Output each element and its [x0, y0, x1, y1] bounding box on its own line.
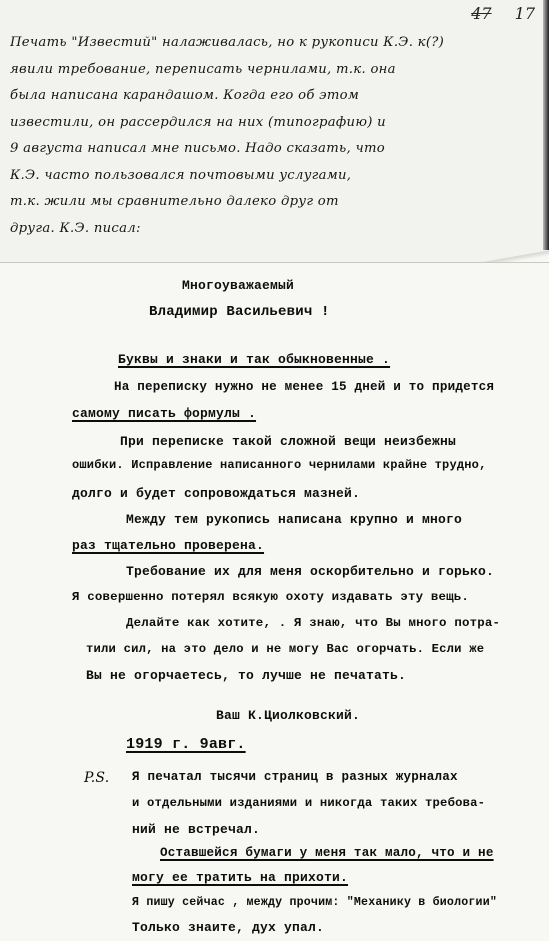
letter-line: На переписку нужно не менее 15 дней и то придется [114, 380, 495, 394]
letter-line: самому писать формулы . [72, 406, 257, 421]
letter-addressee: Владимир Васильевич ! [149, 304, 330, 320]
handwritten-line: явили требование, переписать чернилами, т.к. она [10, 61, 396, 77]
postscript-line: Я пишу сейчас , между прочим: "Механику в биологии" [132, 896, 498, 909]
postscript-line: и отдельными изданиями и никогда таких требова- [132, 796, 486, 810]
letter-line: ошибки. Исправление написанного чернилами крайне трудно, [72, 458, 487, 472]
postscript-line: могу ее тратить на прихоти. [132, 870, 349, 885]
archive-number-crossed: 47 [471, 4, 492, 23]
handwritten-line: известили, он рассердился на них (типографию) и [10, 114, 386, 130]
letter-line: Я совершенно потерял всякую охоту издавать эту вещь. [72, 590, 470, 604]
letter-line: тили сил, на это дело и не могу Вас огорчать. Если же [86, 642, 485, 656]
letter-line: При переписке такой сложной вещи неизбежны [120, 434, 457, 449]
letter-line: раз тщательно проверена. [72, 538, 265, 553]
postscript-line: Оставшейся бумаги у меня так мало, что и не [160, 846, 494, 860]
handwritten-note [10, 30, 530, 242]
letter-line: долго и будет сопровождаться мазней. [72, 486, 361, 501]
handwritten-line: Печать "Известий" налаживалась, но к рукописи К.Э. к(?) [10, 35, 445, 50]
letter-line: Делайте как хотите, . Я знаю, что Вы много потра- [126, 616, 501, 630]
letter-salutation: Многоуважаемый [182, 278, 295, 293]
handwritten-line: друга. К.Э. писал: [10, 220, 141, 236]
handwritten-line: т.к. жили мы сравнительно далеко друг от [10, 194, 339, 209]
letter-line: Вы не огорчаетесь, то лучше не печатать. [86, 668, 407, 683]
letter-line: Требование их для меня оскорбительно и горько. [126, 564, 495, 579]
handwritten-line: была написана карандашом. Когда его об этом [10, 88, 360, 103]
handwritten-line: К.Э. часто пользовался почтовыми услугами, [10, 167, 352, 183]
letter-line: Буквы и знаки и так обыкновенные . [118, 352, 391, 367]
postscript-line: ний не встречал. [132, 822, 261, 837]
letter-date: 1919 г. 9авг. [126, 736, 246, 753]
postscript-line: Только знаите, дух упал. [132, 920, 325, 935]
letter-line: Между тем рукопись написана крупно и много [126, 512, 463, 527]
postscript-label: P.S. [84, 770, 110, 786]
postscript-line: Я печатал тысячи страниц в разных журналах [132, 770, 458, 784]
archive-page-numbers [471, 4, 535, 23]
archive-number: 17 [514, 4, 535, 23]
handwritten-line: 9 августа написал мне письмо. Надо сказать, что [10, 141, 386, 156]
letter-signature: Ваш К.Циолковский. [216, 708, 361, 723]
